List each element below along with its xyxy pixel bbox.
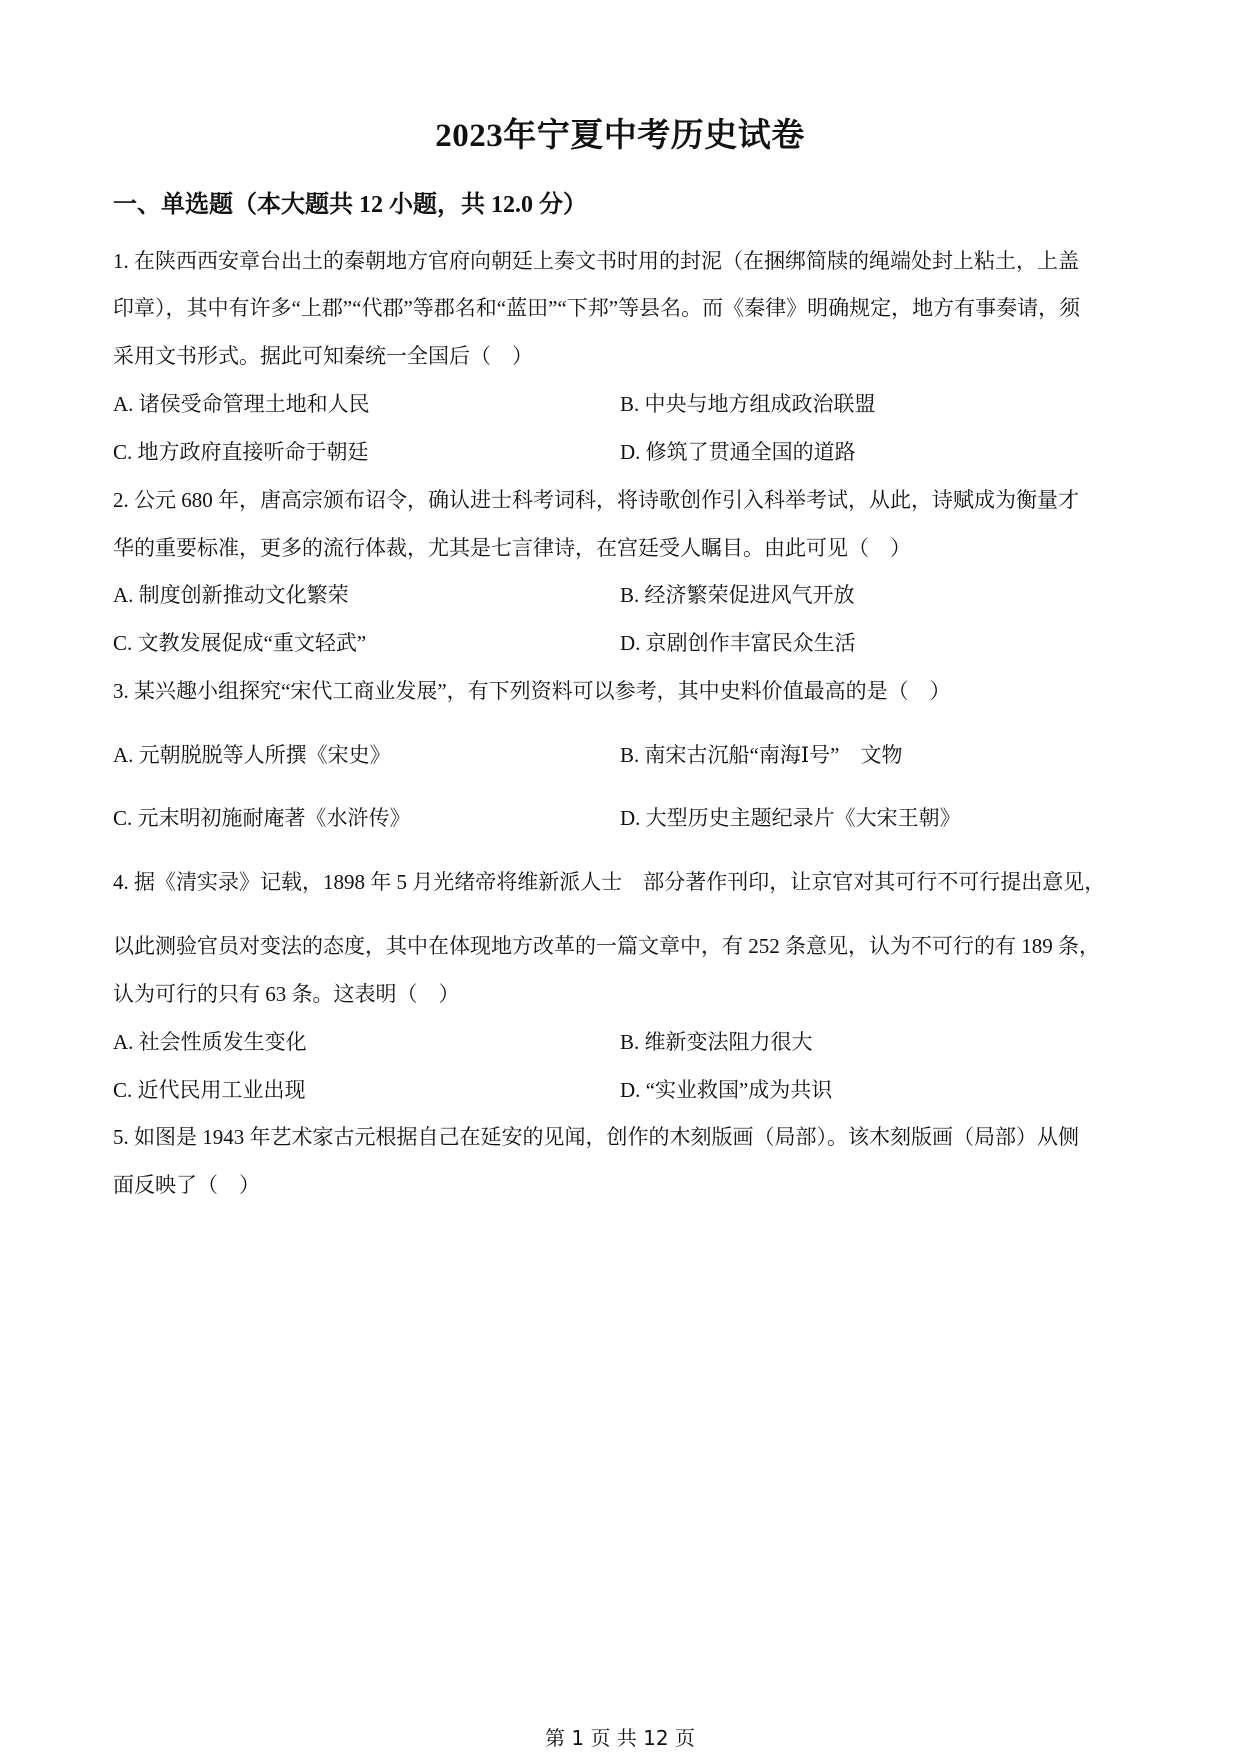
question-3-option-c: C. 元末明初施耐庵著《水浒传》 <box>113 806 411 830</box>
question-4-line-3: 认为可行的只有 63 条。这表明（ ） <box>113 982 460 1006</box>
question-2-option-a: A. 制度创新推动文化繁荣 <box>113 583 349 607</box>
question-1-option-c: C. 地方政府直接听命于朝廷 <box>113 440 369 464</box>
page-title: 2023年宁夏中考历史试卷 <box>435 118 805 154</box>
question-4-line-1: 4. 据《清实录》记载，1898 年 5 月光绪帝将维新派人士 部分著作刊印，让京官对其可行不可行提出意见， <box>113 870 1106 894</box>
question-2-line-2: 华的重要标准，更多的流行体裁，尤其是七言律诗，在宫廷受人瞩目。由此可见（ ） <box>113 536 911 560</box>
question-2-option-c: C. 文教发展促成“重文轻武” <box>113 631 367 655</box>
question-4-line-2: 以此测验官员对变法的态度，其中在体现地方改革的一篇文章中，有 252 条意见，认为不可行的有 189 条， <box>113 934 1100 958</box>
question-1-option-d: D. 修筑了贯通全国的道路 <box>620 440 856 464</box>
question-3-option-a: A. 元朝脱脱等人所撰《宋史》 <box>113 743 391 767</box>
question-2-option-d: D. 京剧创作丰富民众生活 <box>620 631 856 655</box>
question-3-option-b: B. 南宋古沉船“南海Ⅰ号” 文物 <box>620 743 903 767</box>
question-1-line-1: 1. 在陕西西安章台出土的秦朝地方官府向朝廷上奏文书时用的封泥（在捆绑简牍的绳端处封上粘土，上盖 <box>113 249 1079 273</box>
question-3-line-1: 3. 某兴趣小组探究“宋代工商业发展”，有下列资料可以参考，其中史料价值最高的是（ ） <box>113 679 951 703</box>
page-footer: 第 1 页 共 12 页 <box>545 1726 695 1750</box>
question-5-line-2: 面反映了（ ） <box>113 1173 260 1197</box>
question-4-option-c: C. 近代民用工业出现 <box>113 1078 306 1102</box>
question-1-option-b: B. 中央与地方组成政治联盟 <box>620 392 876 416</box>
question-1-line-2: 印章），其中有许多“上郡”“代郡”等郡名和“蓝田”“下邦”等县名。而《秦律》明确规定，地方有事奏请，须 <box>113 296 1081 320</box>
question-2-option-b: B. 经济繁荣促进风气开放 <box>620 583 855 607</box>
question-1-option-a: A. 诸侯受命管理土地和人民 <box>113 392 370 416</box>
question-3-option-d: D. 大型历史主题纪录片《大宋王朝》 <box>620 806 961 830</box>
question-4-option-b: B. 维新变法阻力很大 <box>620 1030 813 1054</box>
question-1-line-3: 采用文书形式。据此可知秦统一全国后（ ） <box>113 344 533 368</box>
question-4-option-a: A. 社会性质发生变化 <box>113 1030 307 1054</box>
question-5-line-1: 5. 如图是 1943 年艺术家古元根据自己在延安的见闻，创作的木刻版画（局部）。该木刻版画（局部）从侧 <box>113 1125 1079 1149</box>
section-heading: 一、单选题（本大题共 12 小题，共 12.0 分） <box>113 192 587 218</box>
question-4-option-d: D. “实业救国”成为共识 <box>620 1078 833 1102</box>
question-2-line-1: 2. 公元 680 年，唐高宗颁布诏令，确认进士科考词科，将诗歌创作引入科举考试，从此，诗赋成为衡量才 <box>113 488 1079 512</box>
